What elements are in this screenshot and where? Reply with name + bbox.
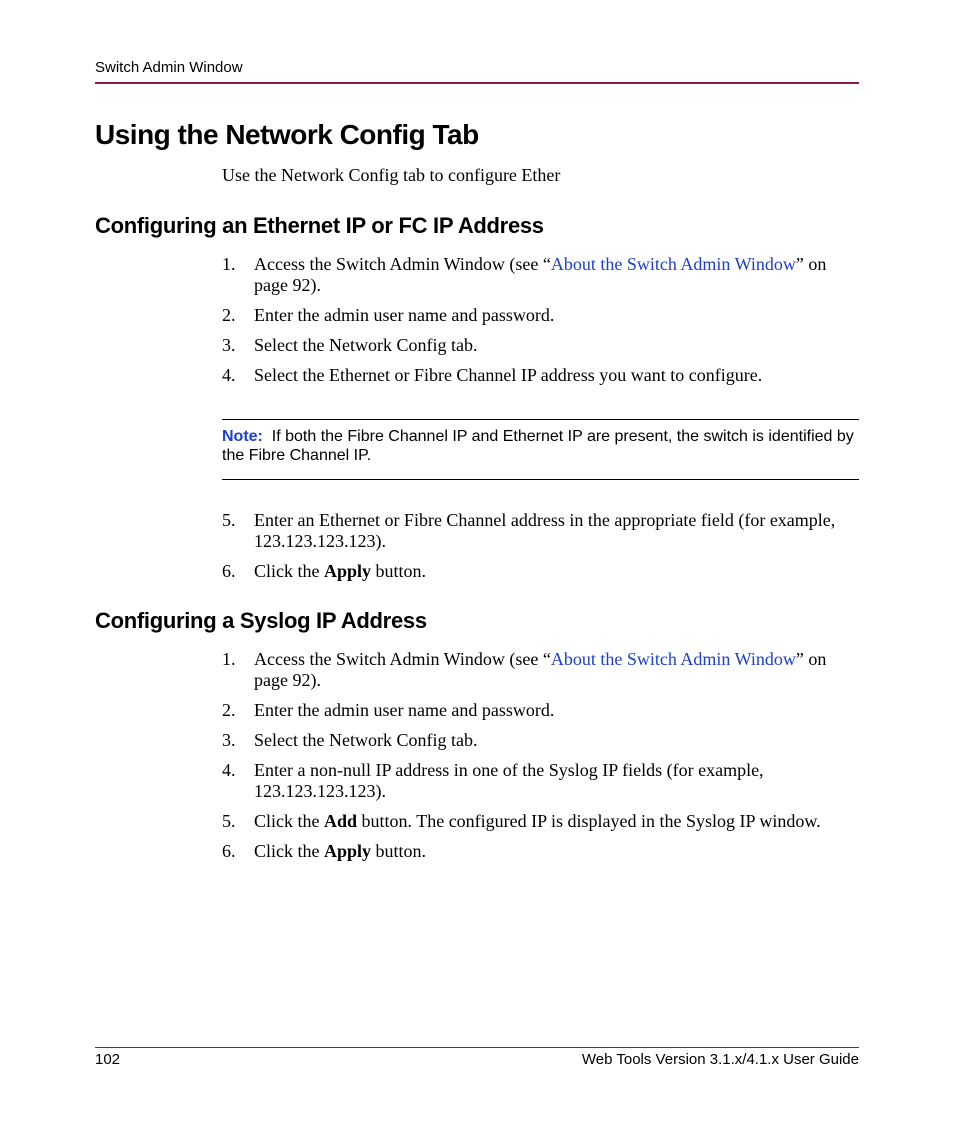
step-number: 3. [222, 730, 236, 750]
intro-paragraph: Use the Network Config tab to configure Ether [222, 165, 561, 185]
guide-title: Web Tools Version 3.1.x/4.1.x User Guide [581, 1051, 859, 1068]
ethernet-steps-list [222, 254, 859, 395]
note-label: Note: [222, 428, 263, 445]
step-text: button. [371, 841, 427, 861]
apply-button-label: Apply [324, 841, 372, 861]
note-box [222, 427, 859, 465]
list-item [222, 365, 859, 386]
syslog-steps-list [222, 649, 859, 871]
about-switch-admin-window-link[interactable]: About the Switch Admin Window [550, 649, 796, 669]
step-text: Select the Network Config tab. [254, 335, 478, 355]
list-item [222, 730, 859, 751]
apply-button-label: Apply [324, 561, 372, 581]
header-rule [95, 82, 859, 84]
list-item [222, 841, 859, 862]
step-text: Enter the admin user name and password. [254, 700, 555, 720]
step-number: 4. [222, 760, 236, 780]
step-number: 1. [222, 254, 236, 274]
step-number: 4. [222, 365, 236, 385]
list-item [222, 760, 859, 802]
step-number: 1. [222, 649, 236, 669]
note-bottom-rule [222, 479, 859, 480]
step-text: Click the [254, 841, 324, 861]
step-number: 6. [222, 561, 236, 581]
footer-rule [95, 1047, 859, 1048]
list-item [222, 561, 859, 582]
step-text: Click the [254, 811, 324, 831]
list-item [222, 335, 859, 356]
list-item [222, 305, 859, 326]
step-text: Select the Network Config tab. [254, 730, 478, 750]
note-top-rule [222, 419, 859, 420]
step-text: Access the Switch Admin Window (see “ [254, 649, 551, 669]
step-text: ” on page 92). [254, 254, 827, 295]
step-text: ” on page 92). [254, 649, 827, 690]
step-text: Enter the admin user name and password. [254, 305, 555, 325]
step-text: button. The configured IP is displayed in the Syslog IP window. [357, 811, 821, 831]
page-title: Using the Network Config Tab [95, 119, 479, 150]
step-text: Select the Ethernet or Fibre Channel IP address you want to configure. [254, 365, 763, 385]
ethernet-steps-list-continued [222, 510, 859, 591]
step-number: 2. [222, 305, 236, 325]
list-item [222, 510, 859, 552]
step-number: 2. [222, 700, 236, 720]
step-number: 5. [222, 811, 236, 831]
step-text: Click the [254, 561, 324, 581]
step-number: 3. [222, 335, 236, 355]
list-item [222, 811, 859, 832]
note-text: If both the Fibre Channel IP and Ethernet IP are present, the switch is identified by the Fibre Channel IP. [222, 428, 854, 464]
step-text: Enter a non-null IP address in one of the Syslog IP fields (for example, 123.123.123.123). [254, 760, 764, 801]
step-text: button. [371, 561, 427, 581]
add-button-label: Add [324, 811, 358, 831]
running-head: Switch Admin Window [95, 59, 243, 76]
about-switch-admin-window-link[interactable]: About the Switch Admin Window [550, 254, 796, 274]
page-number: 102 [95, 1051, 121, 1068]
step-number: 5. [222, 510, 236, 530]
section-heading-syslog-ip: Configuring a Syslog IP Address [95, 608, 427, 633]
step-text: Enter an Ethernet or Fibre Channel address in the appropriate field (for example, 123.123.123.123). [254, 510, 836, 551]
list-item [222, 649, 859, 691]
list-item [222, 254, 859, 296]
step-text: Access the Switch Admin Window (see “ [254, 254, 551, 274]
list-item [222, 700, 859, 721]
step-number: 6. [222, 841, 236, 861]
section-heading-ethernet-ip: Configuring an Ethernet IP or FC IP Address [95, 213, 544, 238]
